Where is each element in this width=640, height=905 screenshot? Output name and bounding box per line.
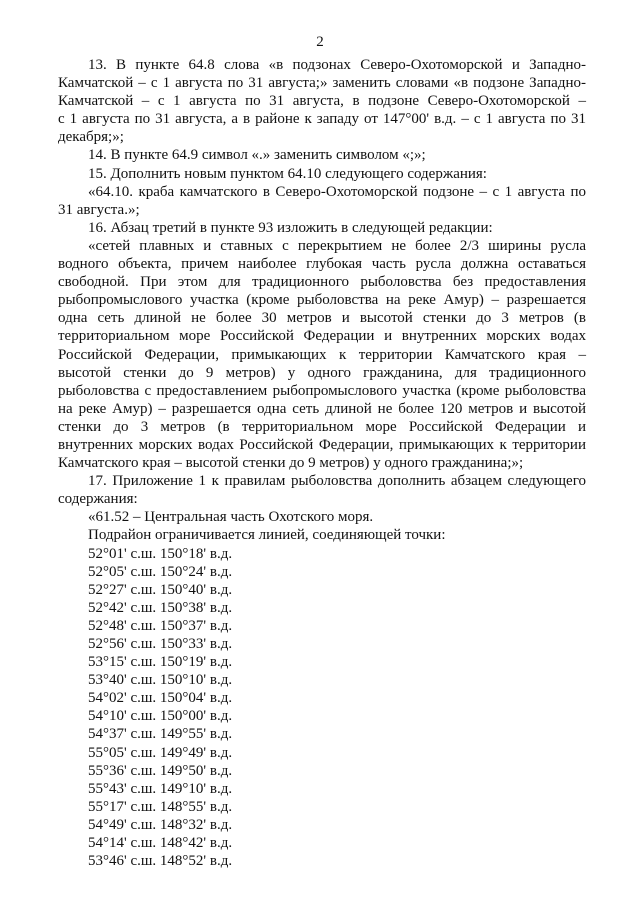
coordinate-point: 52°27' с.ш. 150°40' в.д. (88, 581, 233, 598)
coordinate-list (58, 545, 586, 871)
item-13-line: Камчатской – с 1 августа по 31 августа;» заменить словами «в подзоне Западно- (58, 75, 586, 92)
item-13-line: Камчатской – с 1 августа по 31 августа, в подзоне Северо-Охотоморской – (58, 93, 586, 110)
item-17 (58, 472, 586, 508)
coordinate-point: 54°10' с.ш. 150°00' в.д. (88, 708, 233, 725)
item-17-quote-title: «61.52 – Центральная часть Охотского моря. (88, 509, 374, 526)
page-number: 2 (316, 34, 324, 50)
item-17-line: 17. Приложение 1 к правилам рыболовства дополнить абзацем следующего (88, 473, 586, 490)
item-16-quote-line: рыбопромыслового участка (кроме рыболовства на реке Амур) – разрешается (58, 292, 586, 309)
item-16-quote (58, 237, 586, 472)
coordinate-point: 55°43' с.ш. 149°10' в.д. (88, 780, 233, 797)
item-13-line: 13. В пункте 64.8 слова «в подзонах Северо-Охотоморской и Западно- (88, 57, 586, 73)
coordinate-point: 52°42' с.ш. 150°38' в.д. (88, 599, 233, 616)
item-16: 16. Абзац третий в пункте 93 изложить в следующей редакции: (88, 219, 493, 236)
coordinate-point: 54°37' с.ш. 149°55' в.д. (88, 726, 233, 743)
item-16-quote-line: высотой стенки до 9 метров) у одного гражданина, для традиционного (58, 364, 586, 381)
item-16-quote-line: свободной. При этом для традиционного рыболовства без предоставления (58, 274, 586, 291)
item-16-quote-line: внутренних морских водах Российской Федерации, примыкающих к территории (58, 436, 586, 453)
item-15: 15. Дополнить новым пунктом 64.10 следующего содержания: (88, 165, 487, 182)
coordinate-point: 53°46' с.ш. 148°52' в.д. (88, 853, 233, 870)
item-16-quote-line: Российской Федерации, примыкающих к территории Камчатского края – (58, 346, 586, 363)
coordinate-point: 52°01' с.ш. 150°18' в.д. (88, 545, 233, 562)
item-14: 14. В пункте 64.9 символ «.» заменить символом «;»; (88, 147, 426, 164)
item-16-quote-line: «сетей плавных и ставных с перекрытием не более 2/3 ширины русла (88, 237, 586, 254)
document-body (58, 56, 586, 870)
coordinate-point: 54°49' с.ш. 148°32' в.д. (88, 816, 233, 833)
item-15-quote-line: «64.10. краба камчатского в Северо-Охотоморской подзоне – с 1 августа по (88, 183, 586, 200)
item-15-quote-line: 31 августа.»; (58, 201, 140, 218)
item-13 (58, 56, 586, 146)
item-16-quote-line: рыболовства с предоставлением рыбопромыслового участка (кроме рыболовства (58, 382, 586, 399)
coordinate-point: 52°56' с.ш. 150°33' в.д. (88, 636, 233, 652)
item-16-quote-line: водного объекта, причем наиболее глубокая часть русла должна оставаться (58, 256, 586, 273)
item-17-line: содержания: (58, 491, 138, 508)
coordinate-point: 52°48' с.ш. 150°37' в.д. (88, 617, 233, 634)
coordinate-point: 52°05' с.ш. 150°24' в.д. (88, 563, 233, 580)
coordinate-point: 55°36' с.ш. 149°50' в.д. (88, 762, 233, 779)
coordinate-point: 54°02' с.ш. 150°04' в.д. (88, 690, 233, 707)
item-15-quote (58, 183, 586, 219)
item-13-line: декабря;»; (58, 129, 124, 146)
item-13-line: с 1 августа по 31 августа, а в районе к западу от 147°00' в.д. – с 1 августа по 31 (58, 111, 586, 128)
item-16-quote-line: стенки до 3 метров (в территориальном море Российской Федерации и (58, 418, 586, 435)
coordinate-point: 54°14' с.ш. 148°42' в.д. (88, 835, 233, 852)
coordinate-point: 53°15' с.ш. 150°19' в.д. (88, 654, 233, 671)
coordinate-point: 55°05' с.ш. 149°49' в.д. (88, 744, 233, 761)
item-16-quote-line: на реке Амур) – разрешается одна сеть длиной не более 120 метров и высотой (58, 400, 586, 417)
item-16-quote-line: одна сеть длиной не более 30 метров и высотой стенки до 3 метров (в (58, 310, 586, 327)
item-16-quote-line: Камчатского края – высотой стенки до 9 метров) у одного гражданина;»; (58, 455, 524, 472)
item-17-subarea: Подрайон ограничивается линией, соединяющей точки: (88, 527, 446, 544)
item-16-quote-line: территориальном море Российской Федерации и внутренних морских водах (58, 328, 586, 345)
coordinate-point: 55°17' с.ш. 148°55' в.д. (88, 798, 233, 815)
coordinate-point: 53°40' с.ш. 150°10' в.д. (88, 672, 233, 689)
